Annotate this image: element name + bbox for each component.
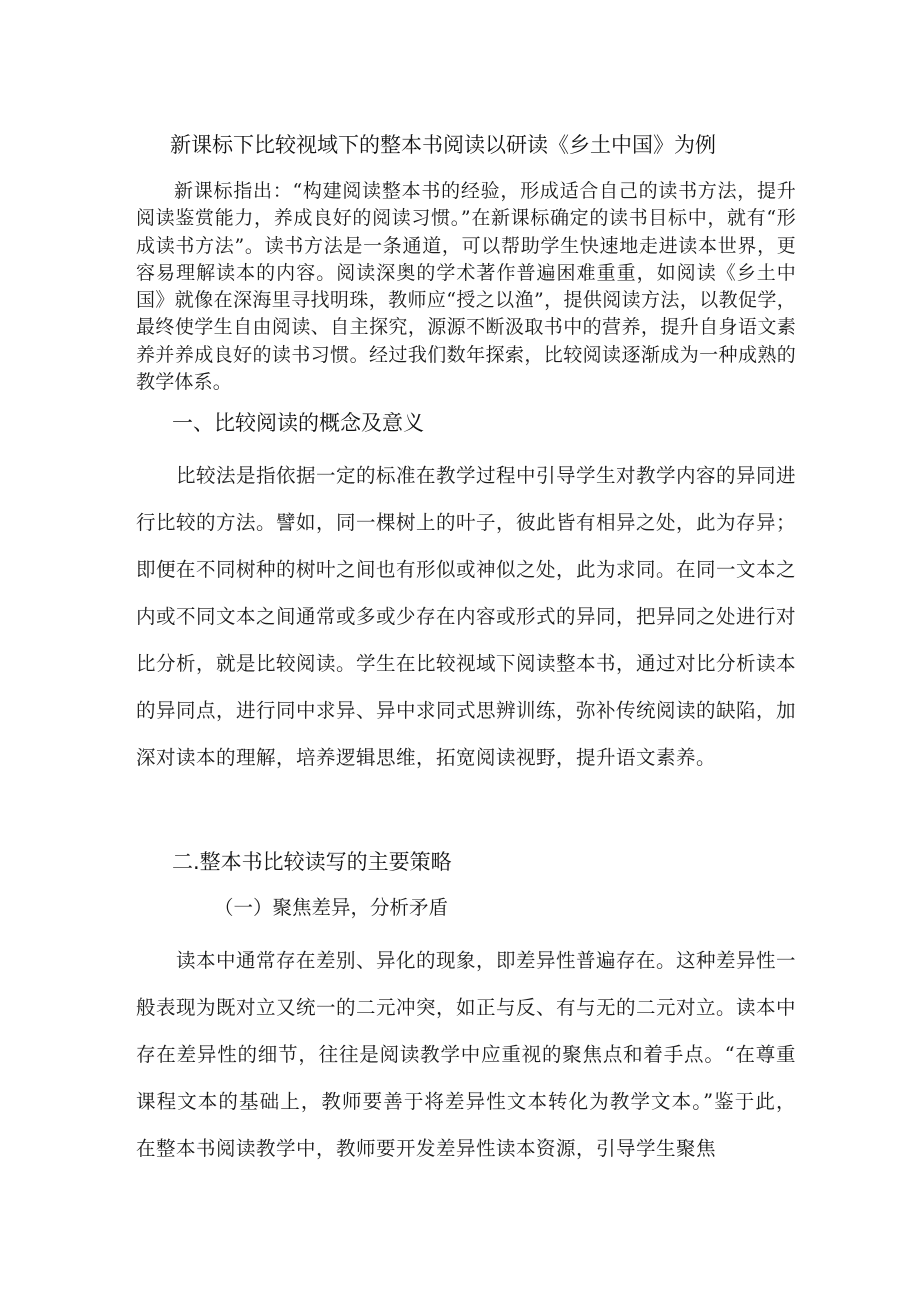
- subsection-heading: （一）聚焦差异，分析矛盾: [214, 896, 449, 919]
- section-heading-2: 二.整本书比较读写的主要策略: [172, 850, 452, 874]
- section-2-paragraph: 读本中通常存在差别、异化的现象，即差异性普遍存在。这种差异性一般表现为既对立又统一的二元冲突，如正与反、有与无的二元对立。读本中存在差异性的细节，往往是阅读教学中应重视的聚焦点和着手点。“在尊重课程文本的基础上，教师要善于将差异性文本转化为教学文本。”鉴于此，在整本书阅读教学中，教师要开发差异性读本资源，引导学生聚焦: [136, 949, 797, 1160]
- section-1-paragraph: 比较法是指依据一定的标准在教学过程中引导学生对教学内容的异同进行比较的方法。譬如，同一棵树上的叶子，彼此皆有相异之处，此为存异；即便在不同树种的树叶之间也有形似或神似之处，此为求同。在同一文本之内或不同文本之间通常或多或少存在内容或形式的异同，把异同之处进行对比分析，就是比较阅读。学生在比较视域下阅读整本书，通过对比分析读本的异同点，进行同中求异、异中求同式思辨训练，弥补传统阅读的缺陷，加深对读本的理解，培养逻辑思维，拓宽阅读视野，提升语文素养。: [136, 464, 797, 769]
- intro-paragraph: 新课标指出：“构建阅读整本书的经验，形成适合自己的读书方法，提升阅读鉴赏能力，养成良好的阅读习惯。”在新课标确定的读书目标中，就有“形成读书方法”。读书方法是一条通道，可以帮助学生快速地走进读本世界，更容易理解读本的内容。阅读深奥的学术著作普遍困难重重，如阅读《乡土中国》就像在深海里寻找明珠，教师应“授之以渔”，提供阅读方法，以教促学，最终使学生自由阅读、自主探究，源源不断汲取书中的营养，提升自身语文素养并养成良好的读书习惯。经过我们数年探索，比较阅读逐渐成为一种成熟的教学体系。: [136, 180, 796, 394]
- section-heading-1: 一、比较阅读的概念及意义: [172, 411, 424, 435]
- document-title: 新课标下比较视域下的整本书阅读以研读《乡土中国》为例: [170, 133, 716, 157]
